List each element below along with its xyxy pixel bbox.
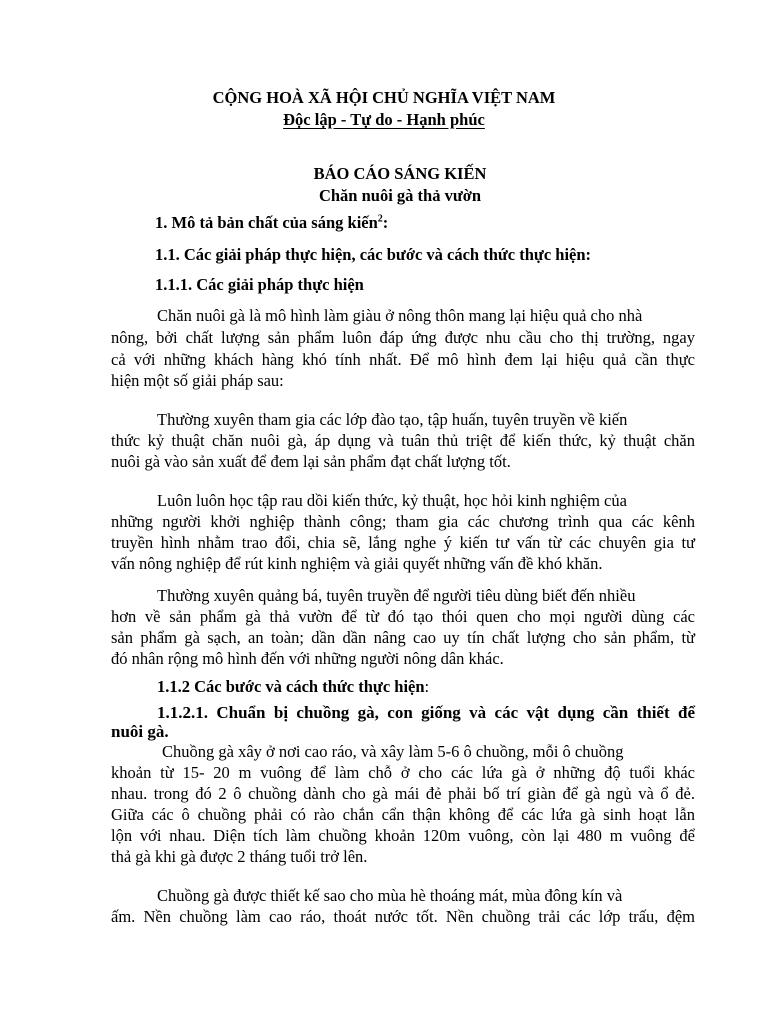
section-1-1-2-heading [157, 677, 429, 697]
section-1-heading [155, 213, 388, 233]
paragraph-4-line-3: sản phẩm gà sạch, an toàn; dần dần nâng cao uy tín chất lượng cho sản phẩm, từ [111, 628, 695, 647]
section-1-1-2-text: 1.1.2 Các bước và cách thức thực hiện [157, 677, 425, 696]
paragraph-6-line-1: Chuồng gà được thiết kế sao cho mùa hè thoáng mát, mùa đông kín và [157, 886, 623, 905]
section-1-1-heading: 1.1. Các giải pháp thực hiện, các bước và cách thức thực hiện: [155, 245, 592, 264]
paragraph-5-line-3: nhau. trong đó 2 ô chuồng dành cho gà mái đẻ phải bố trí giàn để gà ngủ và ổ đẻ. [111, 784, 695, 803]
paragraph-4-line-4: đó nhân rộng mô hình đến với những người nông dân khác. [111, 649, 504, 668]
paragraph-1-line-3: cả với những khách hàng khó tính nhất. Để mô hình đem lại hiệu quả cần thực [111, 350, 695, 369]
paragraph-5-line-1: Chuồng gà xây ở nơi cao ráo, và xây làm 5-6 ô chuồng, mỗi ô chuồng [162, 742, 624, 761]
paragraph-1-line-4: hiện một số giải pháp sau: [111, 371, 284, 390]
report-subtitle: Chăn nuôi gà thả vườn [318, 186, 482, 205]
paragraph-4-line-2: hơn về sản phẩm gà thả vườn để từ đó tạo thói quen cho mọi người dùng các [111, 607, 695, 626]
paragraph-5-line-5: lộn với nhau. Diện tích làm chuồng khoản 120m vuông, còn lại 480 m vuông để [111, 826, 695, 845]
footnote-marker: 2 [377, 213, 383, 225]
section-1-colon: : [382, 213, 389, 232]
paragraph-5-line-2: khoản từ 15- 20 m vuông để làm chỗ ở cho các lứa gà ở những độ tuổi khác [111, 763, 695, 782]
section-1-1-2-colon: : [424, 677, 430, 696]
paragraph-3-line-1: Luôn luôn học tập rau dồi kiến thức, kỷ thuật, học hỏi kinh nghiệm của [157, 491, 627, 510]
section-1-text: 1. Mô tả bản chất của sáng kiến [155, 213, 378, 232]
report-title: BÁO CÁO SÁNG KIẾN [313, 164, 487, 183]
paragraph-3-line-4: vấn nông nghiệp để rút kinh nghiệm và giải quyết những vấn đề khó khăn. [111, 554, 603, 573]
paragraph-5-line-6: thả gà khi gà được 2 tháng tuổi trở lên. [111, 847, 368, 866]
paragraph-1-line-1: Chăn nuôi gà là mô hình làm giàu ở nông thôn mang lại hiệu quả cho nhà [157, 306, 643, 325]
paragraph-5-line-4: Giữa các ô chuồng phải có rào chắn cẩn thận không để các lứa gà sinh hoạt lẫn [111, 805, 695, 824]
paragraph-3-line-2: những người khởi nghiệp thành công; tham gia các chương trình qua các kênh [111, 512, 695, 531]
paragraph-2-line-1: Thường xuyên tham gia các lớp đào tạo, tập huấn, tuyên truyền về kiến [157, 410, 628, 429]
paragraph-2-line-3: nuôi gà vào sản xuất để đem lại sản phẩm đạt chất lượng tốt. [111, 452, 511, 471]
motto-text: Độc lập - Tự do - Hạnh phúc [283, 110, 485, 129]
section-1-1-1-heading: 1.1.1. Các giải pháp thực hiện [155, 275, 364, 294]
paragraph-3-line-3: truyền hình nhằm trao đổi, chia sẽ, lắng nghe ý kiến tư vấn từ các chuyên gia tư [111, 533, 695, 552]
paragraph-1-line-2: nông, bởi chất lượng sản phẩm luôn đáp ứng được nhu cầu cho thị trường, ngay [111, 328, 695, 347]
paragraph-2-line-2: thức kỷ thuật chăn nuôi gà, áp dụng và tuân thủ triệt để kiến thức, kỷ thuật chăn [111, 431, 695, 450]
section-1-1-2-1-heading-line-2: nuôi gà. [111, 722, 169, 741]
paragraph-4-line-1: Thường xuyên quảng bá, tuyên truyền để người tiêu dùng biết đến nhiều [157, 586, 636, 605]
motto [0, 110, 768, 130]
section-1-1-2-1-heading-line-1: 1.1.2.1. Chuẩn bị chuồng gà, con giống và các vật dụng cần thiết để [157, 703, 695, 722]
paragraph-6-line-2: ấm. Nền chuồng làm cao ráo, thoát nước tốt. Nền chuồng trải các lớp trấu, đệm [111, 907, 695, 926]
country-heading: CỘNG HOÀ XÃ HỘI CHỦ NGHĨA VIỆT NAM [212, 88, 556, 107]
